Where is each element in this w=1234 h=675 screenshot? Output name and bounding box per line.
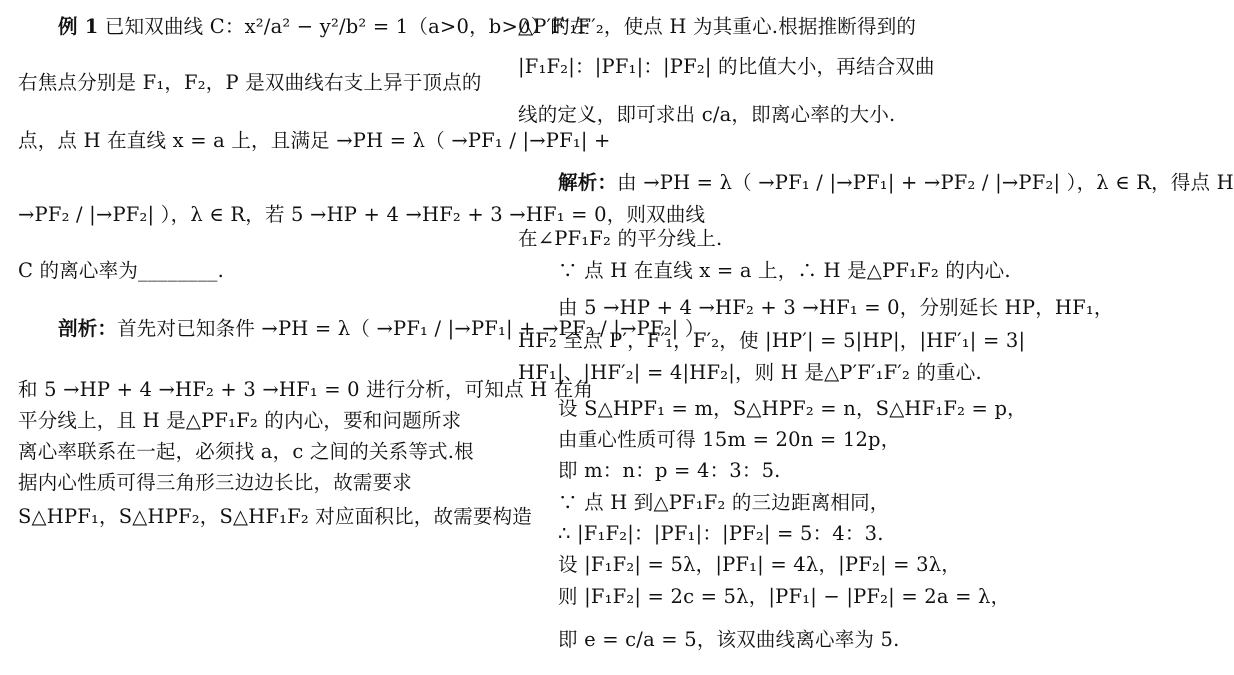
right-line-15: 设 |F₁F₂| = 5λ，|PF₁| = 4λ，|PF₂| = 3λ， (558, 553, 961, 576)
right-line-14: ∴ |F₁F₂|：|PF₁|：|PF₂| = 5：4：3. (558, 522, 884, 545)
solution-label: 解析： (558, 171, 618, 194)
left-line-7: 和 5 →HP + 4 →HF₂ + 3 →HF₁ = 0 进行分析，可知点 H 在角 (18, 378, 594, 401)
right-line-12: 即 m：n：p = 4：3：5. (558, 459, 781, 482)
left-line-10: 据内心性质可得三角形三边边长比，故需要求 (18, 471, 413, 494)
left-line-1-text: 已知双曲线 C：x²/a² − y²/b² = 1（a>0，b>0）的左 (98, 15, 590, 38)
right-line-1: △P′F′₁F′₂，使点 H 为其重心.根据推断得到的 (518, 15, 917, 38)
example-label: 例 1 (58, 15, 99, 38)
left-line-11: S△HPF₁，S△HPF₂，S△HF₁F₂ 对应面积比，故需要构造 (18, 505, 533, 528)
right-line-4 (518, 168, 1234, 198)
left-line-3: 点，点 H 在直线 x = a 上，且满足 →PH = λ（ →PF₁ / |→PF₁| + (18, 129, 611, 152)
left-line-4: →PF₂ / |→PF₂| ），λ ∈ R，若 5 →HP + 4 →HF₂ + 3 →HF₁ = 0，则双曲线 (18, 203, 706, 226)
left-line-8: 平分线上，且 H 是△PF₁F₂ 的内心，要和问题所求 (18, 409, 462, 432)
left-line-1 (18, 12, 590, 42)
right-line-2: |F₁F₂|：|PF₁|：|PF₂| 的比值大小，再结合双曲 (518, 55, 935, 78)
right-line-16: 则 |F₁F₂| = 2c = 5λ，|PF₁| − |PF₂| = 2a = λ， (558, 585, 1011, 608)
right-line-13: ∵ 点 H 到△PF₁F₂ 的三边距离相同， (558, 491, 890, 514)
right-line-3: 线的定义，即可求出 c/a，即离心率的大小. (518, 103, 896, 126)
right-line-7: 由 5 →HP + 4 →HF₂ + 3 →HF₁ = 0，分别延长 HP，HF₁， (558, 296, 1114, 319)
right-line-6: ∵ 点 H 在直线 x = a 上，∴ H 是△PF₁F₂ 的内心. (558, 259, 1011, 282)
right-line-8: HF₂ 至点 P′，F′₁，F′₂，使 |HP′| = 5|HP|，|HF′₁| = 3| (518, 329, 1026, 352)
right-line-4-text: 由 →PH = λ（ →PF₁ / |→PF₁| + →PF₂ / |→PF₂| ），λ ∈ R，得点 H (617, 171, 1234, 194)
right-line-10: 设 S△HPF₁ = m，S△HPF₂ = n，S△HF₁F₂ = p， (558, 397, 1027, 420)
left-line-2: 右焦点分别是 F₁，F₂，P 是双曲线右支上异于顶点的 (18, 71, 482, 94)
left-line-9: 离心率联系在一起，必须找 a，c 之间的关系等式.根 (18, 440, 474, 463)
right-line-9: HF₁|、|HF′₂| = 4|HF₂|，则 H 是△P′F′₁F′₂ 的重心. (518, 361, 982, 384)
left-line-6-text: 首先对已知条件 →PH = λ（ →PF₁ / |→PF₁| + →PF₂ / |→PF₂| ） (117, 317, 705, 340)
right-line-5: 在∠PF₁F₂ 的平分线上. (518, 227, 723, 250)
left-line-5: C 的离心率为________. (18, 259, 225, 282)
right-line-11: 由重心性质可得 15m = 20n = 12p， (558, 428, 901, 451)
right-line-17: 即 e = c/a = 5，该双曲线离心率为 5. (558, 628, 900, 651)
analysis-label: 剖析： (58, 317, 118, 340)
